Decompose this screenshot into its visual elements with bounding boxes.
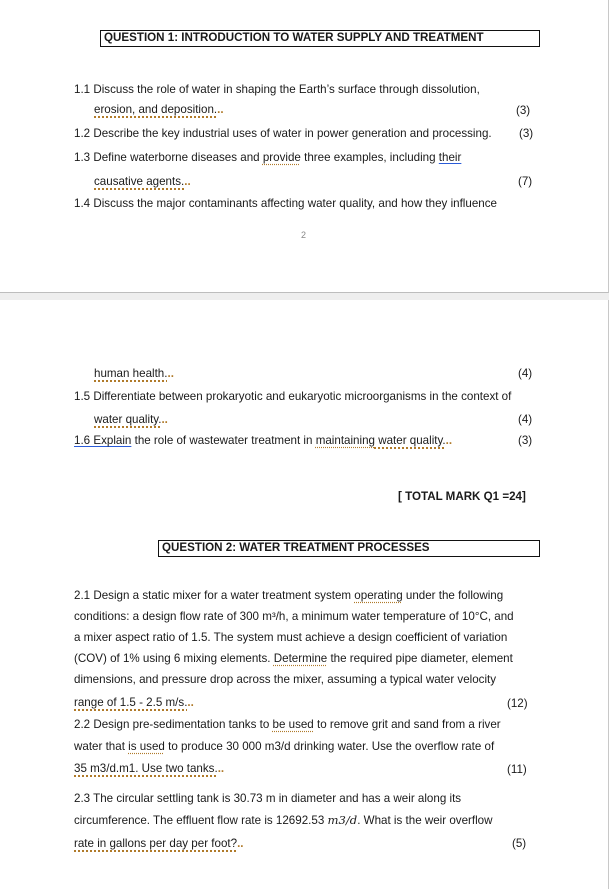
q2-1-line5: dimensions, and pressure drop across the mixer, assuming a typical water velocity (74, 673, 497, 686)
q2-1-l1a: 2.1 Design a static mixer for a water treatment system (74, 589, 355, 602)
q1-3-part-d: their (438, 151, 462, 164)
q1-4-line1: 1.4 Discuss the major contaminants affecting water quality, and how they influence (74, 197, 497, 210)
grammar-mark-icon: .. (184, 175, 191, 188)
q2-3-line2 (74, 813, 493, 828)
q1-6-part-c: maintaining (315, 434, 375, 447)
q2-2-l2a: water that (74, 740, 129, 753)
q1-1-mark: (3) (516, 104, 531, 117)
q2-1-line1 (74, 589, 503, 603)
q1-5-mark: (4) (518, 413, 533, 426)
page-number: 2 (301, 230, 307, 240)
q2-3-line1: 2.3 The circular settling tank is 30.73 m in diameter and has a weir along its (74, 792, 462, 805)
q2-1-l6: range of 1.5 - 2.5 m/s. (74, 696, 188, 709)
q1-3-part-b: provide (262, 151, 301, 164)
q2-1-l1c: under the following (402, 589, 504, 602)
q2-2-l1c: to remove grit and sand from a river (313, 718, 501, 731)
page-gap (0, 293, 609, 300)
q1-3-part-a: 1.3 Define waterborne diseases and (74, 151, 263, 164)
q2-1-line3: a mixer aspect ratio of 1.5. The system must achieve a design coefficient of variation (74, 631, 508, 644)
q1-4-mark: (4) (518, 367, 533, 380)
q2-2-l2c: to produce 30 000 m3/d drinking water. Use the overflow rate of (164, 740, 495, 753)
grammar-mark-icon: .. (167, 367, 174, 380)
q2-2-line3 (74, 762, 224, 776)
q1-1-line1: 1.1 Discuss the role of water in shaping the Earth’s surface through dissolution, (74, 83, 480, 96)
total-mark-q1: [ TOTAL MARK Q1 =24] (398, 490, 526, 503)
q1-5-line2 (94, 413, 168, 427)
q1-4-line2-text: human health. (94, 367, 168, 380)
q2-3-l2c: . What is the weir overflow (357, 814, 493, 827)
q1-1-text: erosion, and deposition. (94, 103, 218, 116)
q1-6-part-d: water quality. (374, 434, 446, 447)
q1-3-line1 (74, 151, 461, 165)
q2-1-line2: conditions: a design flow rate of 300 m³/h, a minimum water temperature of 10°C, and (74, 610, 514, 623)
q2-2-line2 (74, 740, 494, 754)
q1-3-line2-text: causative agents. (94, 175, 185, 188)
q1-5-line2-text: water quality. (94, 413, 162, 426)
q2-3-l2b: m3/d (327, 813, 358, 827)
q1-3-part-c: three examples, including (300, 151, 439, 164)
q2-2-l3: 35 m3/d.m1. Use two tanks. (74, 762, 218, 775)
grammar-mark-icon: .. (445, 434, 453, 447)
q1-2-text: 1.2 Describe the key industrial uses of water in power generation and processing. (74, 127, 492, 140)
grammar-mark-icon: .. (237, 837, 244, 850)
q1-2-mark: (3) (519, 127, 534, 140)
q1-5-line1: 1.5 Differentiate between prokaryotic and eukaryotic microorganisms in the context of (74, 390, 512, 403)
q1-6-part-a: 1.6 Explain (74, 434, 132, 447)
q2-1-l4b: Determine (273, 652, 328, 665)
grammar-mark-icon: .. (187, 696, 194, 709)
q1-3-mark: (7) (518, 175, 533, 188)
q1-3-line2 (94, 175, 191, 189)
q1-6-part-b: the role of wastewater treatment in (131, 434, 316, 447)
q2-3-line3 (74, 837, 244, 851)
grammar-mark-icon: .. (217, 762, 225, 775)
q2-2-line1 (74, 718, 501, 732)
grammar-mark-icon: .. (217, 103, 224, 116)
q2-3-l2a: circumference. The effluent flow rate is 12692.53 (74, 814, 328, 827)
q2-1-l4a: (COV) of 1% using 6 mixing elements. (74, 652, 274, 665)
document-page-1 (0, 0, 609, 293)
q2-1-l4c: the required pipe diameter, element (327, 652, 513, 665)
q2-3-mark: (5) (512, 837, 527, 850)
document-page-2 (0, 300, 609, 889)
q2-3-l3: rate in gallons per day per foot? (74, 837, 238, 850)
q2-2-l1a: 2.2 Design pre-sedimentation tanks to (74, 718, 273, 731)
question-1-title: QUESTION 1: INTRODUCTION TO WATER SUPPLY AND TREATMENT (100, 30, 540, 47)
grammar-mark-icon: .. (161, 413, 168, 426)
q1-4-line2 (94, 367, 174, 381)
q2-2-mark: (11) (507, 763, 527, 776)
q1-6-mark: (3) (518, 434, 533, 447)
q1-6-line (74, 434, 452, 448)
q2-1-line4 (74, 652, 513, 666)
q2-1-l1b: operating (354, 589, 403, 602)
q2-2-l1b: be used (272, 718, 314, 731)
q2-2-l2b: is used (128, 740, 165, 753)
q2-1-mark: (12) (507, 697, 528, 710)
q2-1-line6 (74, 696, 194, 710)
question-2-title: QUESTION 2: WATER TREATMENT PROCESSES (158, 540, 540, 557)
q1-1-line2 (94, 103, 224, 117)
